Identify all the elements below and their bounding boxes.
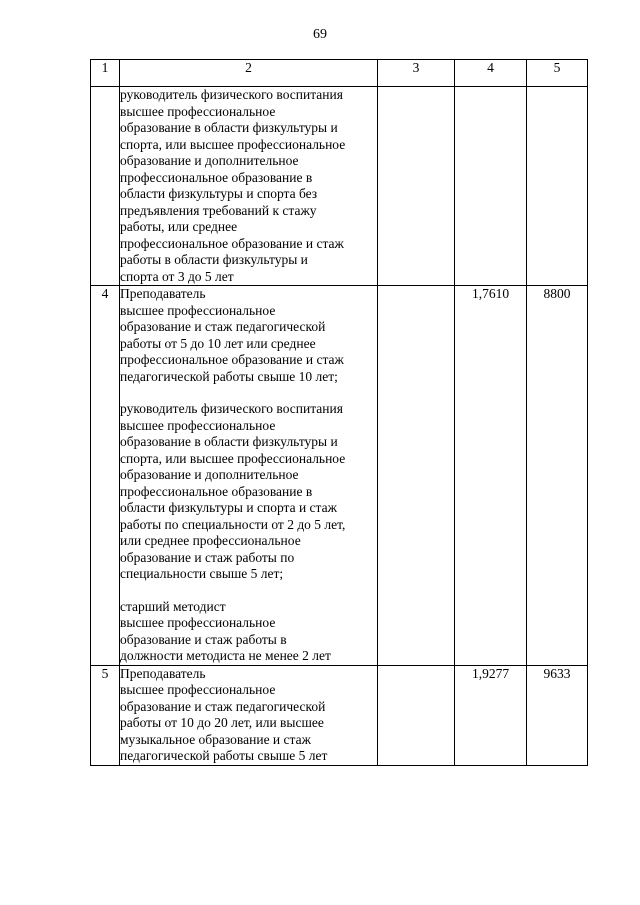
- position-description-paragraph: Преподаватель высшее профессиональное образование и стаж педагогической работы от 5 до 10 лет или среднее профессиональное образование и стаж педагогической работы свыше 10 лет;: [120, 286, 344, 384]
- column-header-5: 5: [527, 60, 588, 87]
- column-header-2: 2: [120, 60, 378, 87]
- row-number-cell: 5: [91, 665, 120, 765]
- coefficient-cell: 1,9277: [455, 665, 527, 765]
- column-header-1: 1: [91, 60, 120, 87]
- page-number: 69: [313, 27, 327, 42]
- column-header-4: 4: [455, 60, 527, 87]
- table-row-5: [91, 665, 588, 765]
- position-description-paragraph: руководитель физического воспитания высшее профессиональное образование в области физкультуры и спорта, или высшее профессиональное образование и дополнительное профессиональное образование в области физкультуры и спорта без предъявления требований к стажу работы, или среднее профессиональное образование и стаж работы в области физкультуры и спорта от 3 до 5 лет: [120, 87, 346, 284]
- column-3-cell: [378, 87, 455, 286]
- column-3-cell: [378, 286, 455, 666]
- salary-cell: [527, 87, 588, 286]
- position-description-cell: [120, 87, 378, 286]
- column-header-3: 3: [378, 60, 455, 87]
- salary-cell: 9633: [527, 665, 588, 765]
- table-row-continuation: [91, 87, 588, 286]
- table-row-4: [91, 286, 588, 666]
- document-table: [90, 59, 588, 766]
- column-3-cell: [378, 665, 455, 765]
- position-description-paragraph: старший методист высшее профессиональное образование и стаж работы в должности методиста не менее 2 лет: [120, 598, 331, 663]
- coefficient-cell: 1,7610: [455, 286, 527, 666]
- salary-cell: 8800: [527, 286, 588, 666]
- position-description-paragraph: Преподаватель высшее профессиональное образование и стаж педагогической работы от 10 до 20 лет, или высшее музыкальное образование и стаж педагогической работы свыше 5 лет: [120, 665, 328, 763]
- position-description-cell: [120, 286, 378, 666]
- position-description-paragraph: руководитель физического воспитания высшее профессиональное образование в области физкультуры и спорта, или высшее профессиональное образование и дополнительное профессиональное образование в области физкультуры и спорта и стаж работы по специальности от 2 до 5 лет, или среднее профессиональное образование и стаж работы по специальности свыше 5 лет;: [120, 401, 346, 581]
- row-number-cell: 4: [91, 286, 120, 666]
- position-description-cell: [120, 665, 378, 765]
- table-header-row: [91, 60, 588, 87]
- row-number-cell: [91, 87, 120, 286]
- coefficient-cell: [455, 87, 527, 286]
